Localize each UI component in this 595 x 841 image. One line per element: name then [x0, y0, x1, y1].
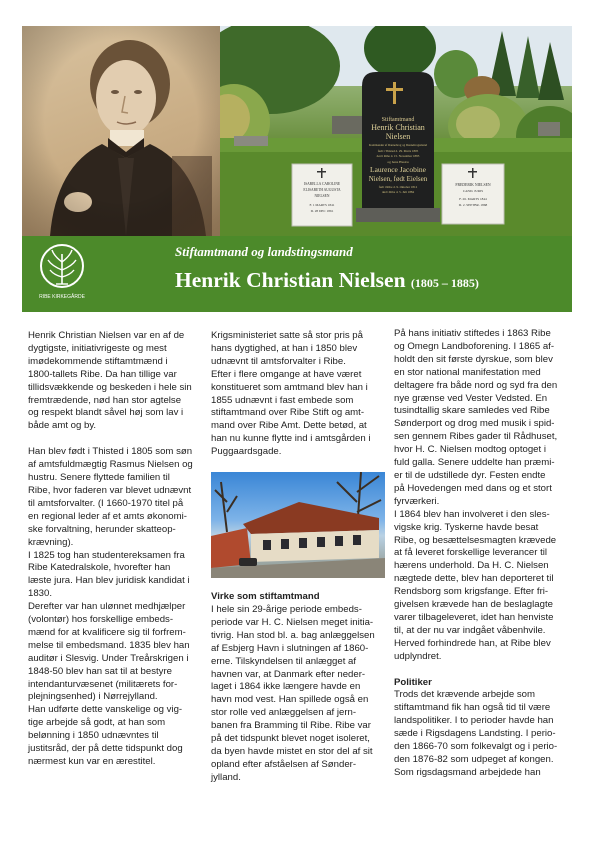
- page-subtitle: Stiftamtmand og landstingsmand: [175, 244, 353, 259]
- left-stone-line1: ISABELLA CAROLINE: [303, 182, 341, 186]
- main-stone-line2: Henrik Christian: [371, 123, 425, 132]
- right-stone-line2: CAND. JURIS: [462, 189, 484, 193]
- right-stone-line3: F. 26. MARTS 1844: [459, 197, 487, 201]
- early-life-paragraph: Han blev født i Thisted i 1805 som søn af amtsfuldmægtig Rasmus Nielsen og hustru. Senere flyttede familien til Ribe, hvor faderen var blevet udnævnt til amtsforvalter. (I 1660-1970 titel på en regional leder af et amts økonomi- ske forvaltning, herunder skatteop- krævning). I 1825 tog han studentereksamen fra Ribe Katedralskole, hvorefter han læste jura. Han blev juridisk kandidat i 1830. Derefter var han ulønnet medhjælper (volontør) hos forskellige embeds- mænd for at kvalificere sig til forfrem- melse til embedsmand. 1835 blev han auditør i Slesvig. Under Treårskrigen i 1848-50 blev han sat til at bestyre intendanturvæsenet (militærets for- plejningsenhed) i Nørrejylland. Han udførte dette vanskelige og vig- tige arbejde så godt, at han som belønning i 1850 udnævntes til justitsråd, der på dette tidspunkt dog nærmest kun var en ærestitel.: [28, 446, 193, 767]
- section-heading-politiker: Politiker: [394, 676, 432, 688]
- person-name: Henrik Christian Nielsen: [175, 268, 406, 292]
- photo-row: [22, 26, 572, 236]
- portrait-illustration: [22, 26, 220, 236]
- text-column-1: [28, 330, 200, 769]
- main-stone-line1: Stiftamtmand: [381, 117, 415, 123]
- main-stone-line3: Nielsen: [385, 132, 411, 141]
- street-photo: [211, 472, 385, 578]
- section-heading-virke: Virke som stiftamtmand: [211, 591, 320, 602]
- main-stone-line8: Laurence Jacobine: [369, 165, 427, 174]
- landbo-paragraph: På hans initiativ stiftedes i 1863 Ribe og Omegn Landboforening. I 1865 af- holdt den sit første dyrskue, som blev en stor national manifestation med deltagere fra både nord og syd fra den nye grænse ved Vester Vedsted. En tusindtallig skare samledes ved Ribe Sønderport og drog med musik i spid- sen gennem Ribes gader til Rådhuset, hvor H. C. Nielsen modtog optoget i fuld galla. Senere uddelte han præmi- er til de udstillede dyr. Festen endte på Hovedengen med dans og et stort fyrværkeri. I 1864 blev han involveret i den sles- vigske krig. Tyskerne havde besat Ribe, og besættelsesmagten krævede at få leveret forskellige leverancer til hærens underhold. Da H. C. Nielsen nægtede dette, blev han deporteret til Rendsborg som krigsfange. Efter fri- givelsen krævede han de beslaglagte varer tilbageleveret, idet han henviste til, at der nu var indgået våbenhvile. Herved forhindrede han, at Ribe blev udplyndret.: [394, 328, 558, 662]
- main-stone-line5: født i Thisted d. 29. Marts 1805: [377, 149, 419, 153]
- ribe-kirkegaarde-logo: [34, 240, 90, 308]
- logo-text: RIBE KIRKEGÅRDE: [39, 294, 85, 300]
- intro-paragraph: Henrik Christian Nielsen var en af de dygtigste, initiativrigeste og mest imødekommende stiftamtmænd i 1800-tallets Ribe. Da han tillige var tillidsvækkende og beskeden i hele sin fremtrædende, nød han stor agtelse og respekt blandt såvel høj som lav i både amt og by.: [28, 330, 192, 432]
- politiker-paragraph: Trods det krævende arbejde som stiftamtmand fik han også tid til være landspolitiker. I to perioder havde han sæde i Rigsdagens Landsting. I perio- den 1866-70 som folkevalgt og i perio- den 1876-82 som udpeget af kongen. Som rigsdagsmand arbejdede han: [394, 689, 558, 778]
- main-stone-line10: født i Ribe d. 9. Oktober 1812: [378, 185, 418, 189]
- career-paragraph: Krigsministeriet satte så stor pris på hans dygtighed, at han i 1850 blev udnævnt til amtsforvalter i Ribe. Efter i flere omgange at have været konstitueret som amtmand blev han i 1855 udnævnt i fast embede som stiftamtmand over Ribe Stift og amt- mand over Ribe Amt. Dette betød, at han nu kunne flytte ind i amtsgården i Puggaardsgade.: [211, 330, 371, 458]
- virke-paragraph: I hele sin 29-årige periode embeds- periode var H. C. Nielsen meget initia- tivrig. Han stod bl. a. bag anlæggelsen af Esbjerg Havn i slutningen af 1860- erne. Tilskyndelsen til anlægget af havnen var, at Danmark efter neder- laget i 1864 ikke længere havde en havn mod vest. Han spillede også en stor rolle ved anlæggelsen af jern- banen fra Bramming til Ribe. Ribe var på det tidspunkt blevet noget isoleret, da byen havde mistet en stor del af sit opland efter afståelsen af Sønder- jylland.: [211, 604, 375, 783]
- text-column-2-body: [211, 604, 383, 785]
- left-stone-line5: D. 28 DEC 1861: [310, 209, 334, 213]
- main-stone-line6: død i Ribe d. 15. November 1885: [376, 154, 420, 158]
- gravestone-photo: [220, 26, 572, 236]
- gravestone-illustration: [220, 26, 572, 236]
- life-years: (1805 – 1885): [410, 276, 479, 290]
- text-column-2: [211, 330, 383, 459]
- portrait-photo: [22, 26, 220, 236]
- right-stone-line4: D. 2. SEPTBR. 1868: [458, 203, 488, 207]
- main-stone-line4: Kommandør af Dannebrog og Dannebrogsmand: [369, 143, 427, 147]
- main-stone-line7: og hans Hustru: [387, 160, 409, 164]
- street-illustration: [211, 472, 385, 578]
- page-title: [175, 268, 479, 293]
- left-stone-line3: NIELSEN: [314, 194, 330, 198]
- text-column-3: [394, 328, 569, 780]
- main-stone-line9: Nielsen, født Eielsen: [368, 175, 428, 183]
- left-stone-line2: ELISABETH AUGUSTA: [303, 188, 341, 192]
- main-stone-line11: død i Ribe d. 5. Juli 1884: [381, 190, 415, 194]
- right-stone-line1: FREDERIK NIELSEN: [455, 183, 491, 187]
- text-column-2-lower: [211, 591, 383, 604]
- left-stone-line4: F. 1 MARTS 1841: [309, 203, 335, 207]
